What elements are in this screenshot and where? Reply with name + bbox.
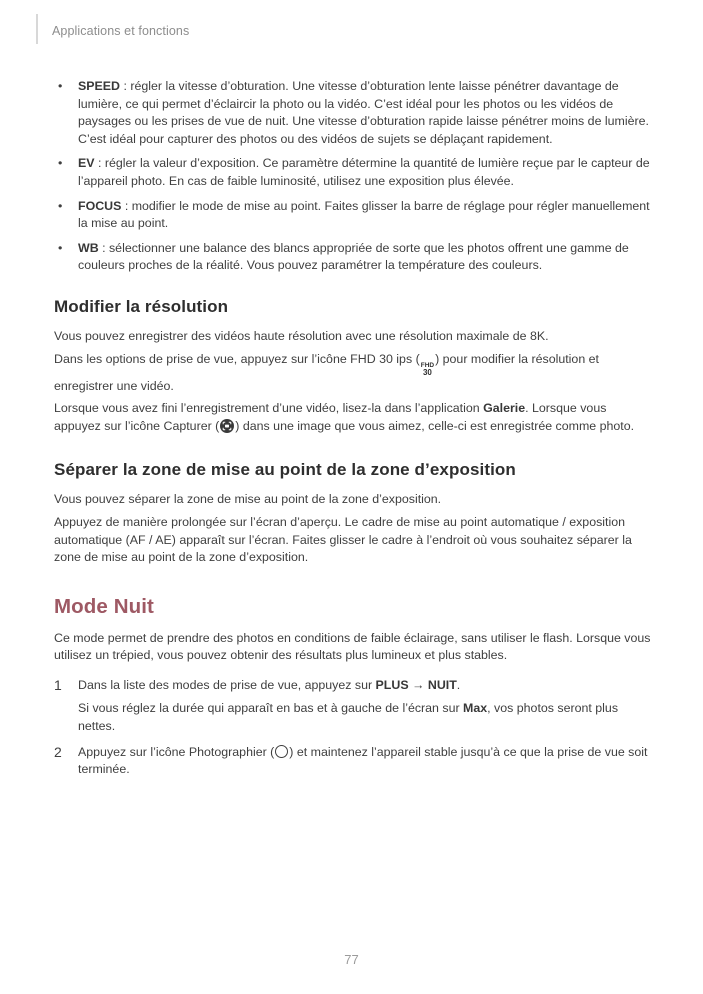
paragraph: Vous pouvez enregistrer des vidéos haute résolution avec une résolution maximale de 8K.: [54, 328, 549, 343]
paragraph: Vous pouvez séparer la zone de mise au point de la zone d’exposition.: [54, 492, 442, 507]
step-text: [78, 744, 651, 779]
bullet-separator: :: [94, 156, 105, 171]
page-number: 77: [344, 952, 359, 967]
fhd-icon-top-label: FHD: [420, 361, 435, 369]
paragraph-text: Lorsque vous avez fini l’enregistrement d’une vidéo, lisez-la dans l’application: [54, 401, 484, 416]
bullet-body: sélectionner une balance des blancs appropriée de sorte que les photos offrent une gamme de couleurs proches de la réalité. Vous pouvez paramétrer la température des couleurs.: [78, 240, 629, 273]
step-number: 1: [54, 676, 62, 693]
numbered-steps: [54, 677, 651, 779]
list-item: [54, 198, 651, 233]
step-text-segment: .: [456, 677, 461, 692]
section-heading-resolution: Modifier la résolution: [54, 296, 229, 316]
paragraph: Ce mode permet de prendre des photos en conditions de faible éclairage, sans utiliser le flash. Lorsque vous utilisez un trépied, vous pouvez obtenir des résultats plus lumineux et plus stables.: [54, 630, 651, 663]
running-header: Applications et fonctions: [52, 24, 190, 38]
bullet-body: modifier le mode de mise au point. Faites glisser la barre de réglage pour régler manuellement la mise au point.: [78, 198, 650, 231]
arrow-right-icon: →: [408, 677, 428, 692]
shutter-button-icon: [275, 745, 288, 758]
list-item: [54, 155, 651, 190]
menu-label-plus: PLUS: [375, 677, 409, 692]
bullet-separator: :: [120, 79, 131, 93]
list-item: [54, 240, 651, 275]
paragraph-text: Dans les options de prise de vue, appuyez sur l’icône FHD 30 ips (: [54, 351, 420, 366]
step-number: 2: [54, 743, 62, 760]
bullet-term: SPEED: [78, 79, 121, 93]
bullet-icon: •: [58, 156, 63, 171]
step-text: [78, 677, 651, 736]
bullet-body: régler la valeur d’exposition. Ce paramètre détermine la quantité de lumière reçue par le capteur de l’appareil photo. En cas de faible luminosité, utilisez une exposition plus élevée.: [78, 156, 650, 188]
step-text-segment: , vos photos seront plus nettes.: [78, 701, 619, 734]
page-content: [54, 78, 651, 787]
bullet-body: régler la vitesse d’obturation. Une vitesse d’obturation lente laisse pénétrer davantage de lumière, ce qui permet d’éclaircir la photo ou la vidéo. C’est idéal pour les photos ou les vidéos de paysages ou les prises de vue de nuit. Une vitesse d’obturation rapide laisse pénétrer moins de lumière. C’est idéal pour capturer des photos ou des vidéos de sujets se déplaçant rapidement.: [78, 79, 649, 146]
bullet-term: FOCUS: [78, 198, 122, 213]
bullet-icon: •: [58, 79, 63, 93]
bullet-separator: :: [121, 198, 132, 213]
step-note: [78, 700, 651, 735]
paragraph-text: . Lorsque vous appuyez sur l’icône Capturer (: [54, 401, 607, 433]
step-item: [54, 744, 651, 779]
app-name-galerie: Galerie: [483, 401, 526, 416]
bullet-text: [78, 78, 651, 148]
bullet-icon: •: [58, 240, 63, 255]
bullet-icon: •: [58, 198, 63, 213]
step-item: [54, 677, 651, 736]
paragraph: [54, 400, 651, 438]
bullet-term: EV: [78, 156, 95, 171]
bullet-separator: :: [98, 240, 109, 255]
paragraph-text: ) pour modifier la résolution et enregistrer une vidéo.: [54, 351, 599, 393]
chapter-heading-mode-nuit: Mode Nuit: [54, 594, 154, 618]
paragraph: Appuyez de manière prolongée sur l’écran d’aperçu. Le cadre de mise au point automatique / exposition automatique (AF / AE) apparaît sur l’écran. Faites glisser le cadre à l’endroit où vous souhaitez séparer la zone de mise au point de la zone d’exposition.: [54, 514, 632, 565]
capture-icon: [220, 419, 234, 439]
paragraph-text: ) dans une image que vous aimez, celle-ci est enregistrée comme photo.: [235, 418, 635, 433]
step-text-segment: Dans la liste des modes de prise de vue, appuyez sur: [78, 677, 376, 692]
step-text-segment: ) et maintenez l’appareil stable jusqu’à ce que la prise de vue soit terminée.: [78, 744, 648, 777]
list-item: [54, 78, 651, 148]
running-header-rule: [36, 14, 38, 44]
bullet-term: WB: [78, 240, 99, 255]
fhd-icon-bottom-label: 30: [422, 368, 432, 378]
step-text-segment: Si vous réglez la durée qui apparaît en bas et à gauche de l’écran sur: [78, 701, 464, 716]
bullet-text: [78, 198, 651, 233]
bullet-text: [78, 155, 651, 190]
section-heading-separate-af-ae: Séparer la zone de mise au point de la zone d’exposition: [54, 460, 516, 480]
bullet-text: [78, 240, 651, 275]
menu-label-nuit: NUIT: [427, 677, 457, 692]
fhd-30-resolution-icon: [421, 363, 434, 378]
paragraph: [54, 351, 651, 396]
step-line: [78, 677, 651, 695]
step-text-segment: Appuyez sur l’icône Photographier (: [78, 744, 275, 759]
option-label-max: Max: [463, 701, 488, 716]
